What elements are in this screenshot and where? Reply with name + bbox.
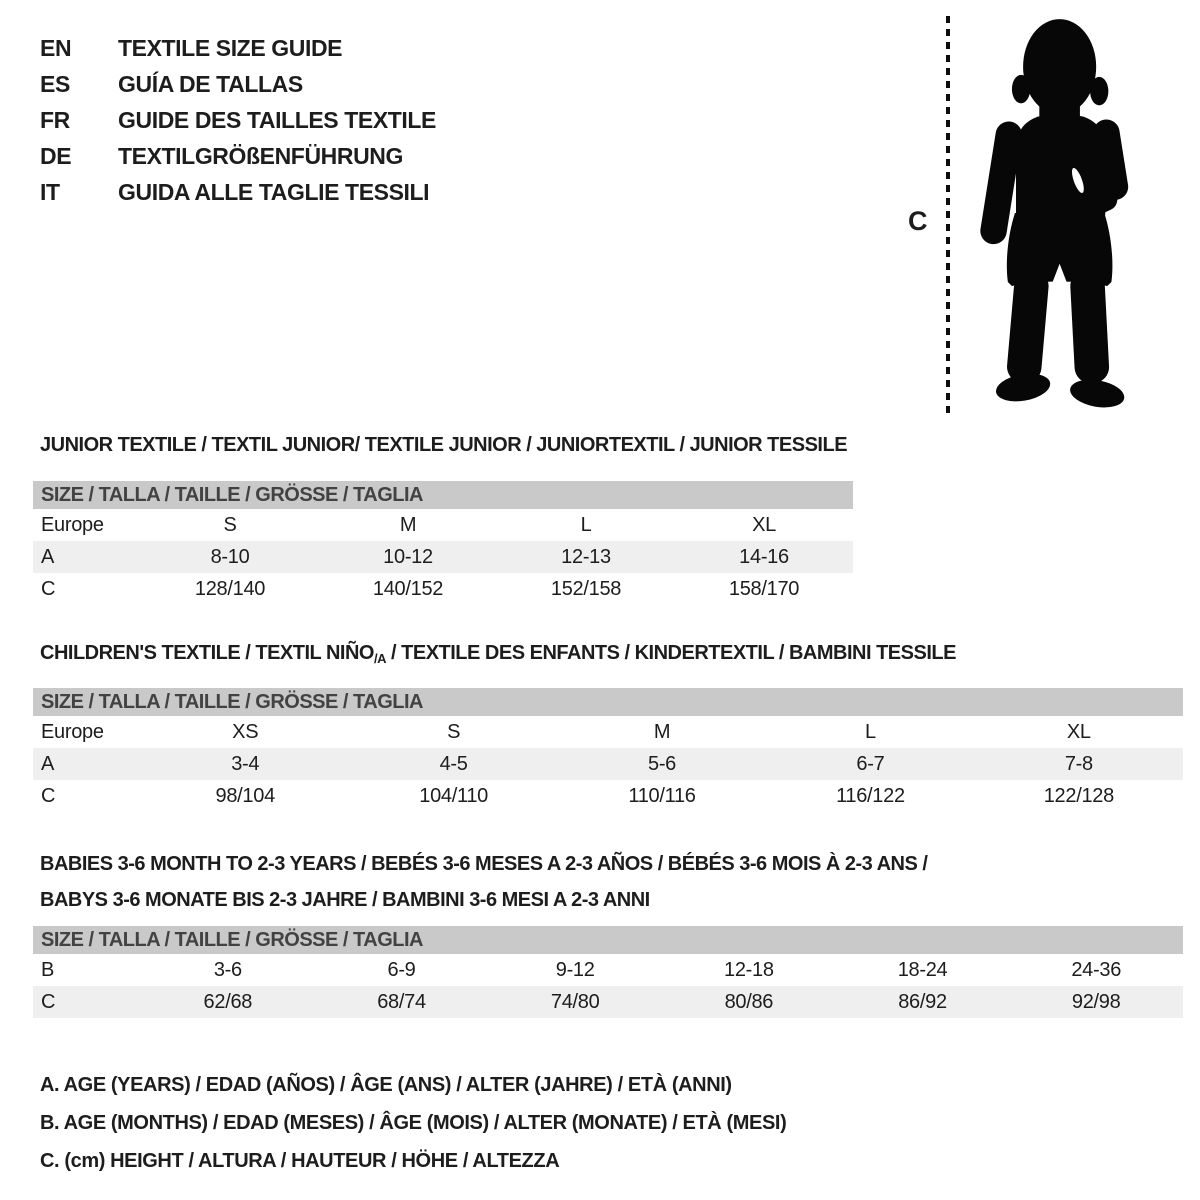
legend-notes <box>40 1066 786 1180</box>
height-cell: 104/110 <box>419 785 488 807</box>
height-cell: 110/116 <box>628 785 696 807</box>
guide-title-es: GUÍA DE TALLAS <box>118 71 303 97</box>
height-cell: 92/98 <box>1071 991 1121 1013</box>
table-row-age-months <box>33 954 1183 986</box>
children-title-post: / TEXTILE DES ENFANTS / KINDERTEXTIL / BAMBINI TESSILE <box>385 642 956 664</box>
guide-title-fr: GUIDE DES TAILLES TEXTILE <box>118 107 436 133</box>
age-cell: 7-8 <box>1064 753 1093 775</box>
size-cell: XS <box>232 721 259 743</box>
guide-title-en: TEXTILE SIZE GUIDE <box>118 35 343 61</box>
height-cell: 62/68 <box>203 991 253 1013</box>
size-cell: M <box>653 721 671 743</box>
language-row-de <box>40 138 436 174</box>
age-cell: 4-5 <box>439 753 468 775</box>
junior-section-title: JUNIOR TEXTILE / TEXTIL JUNIOR/ TEXTILE JUNIOR / JUNIORTEXTIL / JUNIOR TESSILE <box>40 434 848 456</box>
size-table-header: SIZE / TALLA / TAILLE / GRÖSSE / TAGLIA <box>33 926 1183 954</box>
language-row-it <box>40 174 436 210</box>
size-cell: S <box>447 721 461 743</box>
row-label: Europe <box>41 514 104 536</box>
height-cell: 140/152 <box>372 578 444 600</box>
language-code: DE <box>40 143 72 169</box>
row-label: B <box>41 959 55 981</box>
height-cell: 86/92 <box>898 991 947 1013</box>
table-row-age <box>33 748 1183 780</box>
language-row-es <box>40 66 436 102</box>
table-row-height <box>33 780 1183 812</box>
age-cell: 6-7 <box>856 753 885 775</box>
size-table-header: SIZE / TALLA / TAILLE / GRÖSSE / TAGLIA <box>33 481 853 509</box>
height-cell: 116/122 <box>836 785 905 807</box>
height-cell: 128/140 <box>194 578 266 600</box>
table-row-europe <box>33 716 1183 748</box>
height-cell: 98/104 <box>215 785 275 807</box>
table-row-height <box>33 573 853 605</box>
children-section-title <box>40 642 956 666</box>
language-code: IT <box>40 179 60 205</box>
height-cell: 122/128 <box>1043 785 1114 807</box>
table-row-height <box>33 986 1183 1018</box>
height-cell: 158/170 <box>728 578 800 600</box>
junior-size-table <box>33 481 853 605</box>
age-cell: 24-36 <box>1071 959 1122 981</box>
row-label: A <box>41 546 55 568</box>
age-cell: 14-16 <box>739 546 789 568</box>
toddler-silhouette-icon <box>962 14 1140 420</box>
language-title-list <box>40 30 436 210</box>
row-label: A <box>41 753 55 775</box>
language-row-en <box>40 30 436 66</box>
babies-title-line-1: BABIES 3-6 MONTH TO 2-3 YEARS / BEBÉS 3-6 MESES A 2-3 AÑOS / BÉBÉS 3-6 MOIS À 2-3 ANS / <box>40 853 928 875</box>
language-code: EN <box>40 35 72 61</box>
size-cell: L <box>865 721 876 743</box>
row-label: Europe <box>41 721 104 743</box>
row-label: C <box>41 785 56 807</box>
age-cell: 12-18 <box>724 959 774 981</box>
size-table-header: SIZE / TALLA / TAILLE / GRÖSSE / TAGLIA <box>33 688 1183 716</box>
children-title-sub: /A <box>373 651 386 666</box>
table-row-age <box>33 541 853 573</box>
guide-title-de: TEXTILGRÖßENFÜHRUNG <box>118 143 403 169</box>
age-cell: 12-13 <box>561 546 611 568</box>
height-c-label: C <box>908 206 928 236</box>
size-cell: M <box>399 514 417 536</box>
table-row-europe <box>33 509 853 541</box>
height-cell: 80/86 <box>724 991 774 1013</box>
age-cell: 8-10 <box>210 546 250 568</box>
guide-title-it: GUIDA ALLE TAGLIE TESSILI <box>118 179 430 205</box>
children-size-table <box>33 688 1183 812</box>
age-cell: 5-6 <box>648 753 677 775</box>
language-code: FR <box>40 107 70 133</box>
note-a-age-years: A. AGE (YEARS) / EDAD (AÑOS) / ÂGE (ANS) / ALTER (JAHRE) / ETÀ (ANNI) <box>40 1074 732 1096</box>
note-c-height-cm: C. (cm) HEIGHT / ALTURA / HAUTEUR / HÖHE / ALTEZZA <box>40 1150 560 1172</box>
age-cell: 3-4 <box>231 753 260 775</box>
language-code: ES <box>40 71 70 97</box>
age-cell: 6-9 <box>387 959 416 981</box>
height-cell: 68/74 <box>377 991 426 1013</box>
size-cell: XL <box>1066 721 1091 743</box>
babies-title-line-2: BABYS 3-6 MONATE BIS 2-3 JAHRE / BAMBINI 3-6 MESI A 2-3 ANNI <box>40 889 650 911</box>
height-cell: 74/80 <box>550 991 600 1013</box>
note-b-age-months: B. AGE (MONTHS) / EDAD (MESES) / ÂGE (MOIS) / ALTER (MONATE) / ETÀ (MESI) <box>40 1112 787 1134</box>
age-cell: 18-24 <box>897 959 948 981</box>
size-cell: L <box>580 514 592 536</box>
row-label: C <box>41 578 56 600</box>
babies-section-title <box>40 846 927 918</box>
height-dashed-line <box>946 16 950 418</box>
children-title-pre: CHILDREN'S TEXTILE / TEXTIL NIÑO <box>40 642 374 664</box>
language-row-fr <box>40 102 436 138</box>
row-label: C <box>41 991 56 1013</box>
age-cell: 3-6 <box>213 959 242 981</box>
age-cell: 9-12 <box>555 959 595 981</box>
babies-size-table <box>33 926 1183 1018</box>
size-cell: XL <box>752 514 776 536</box>
age-cell: 10-12 <box>383 546 433 568</box>
height-cell: 152/158 <box>550 578 622 600</box>
size-cell: S <box>223 514 237 536</box>
